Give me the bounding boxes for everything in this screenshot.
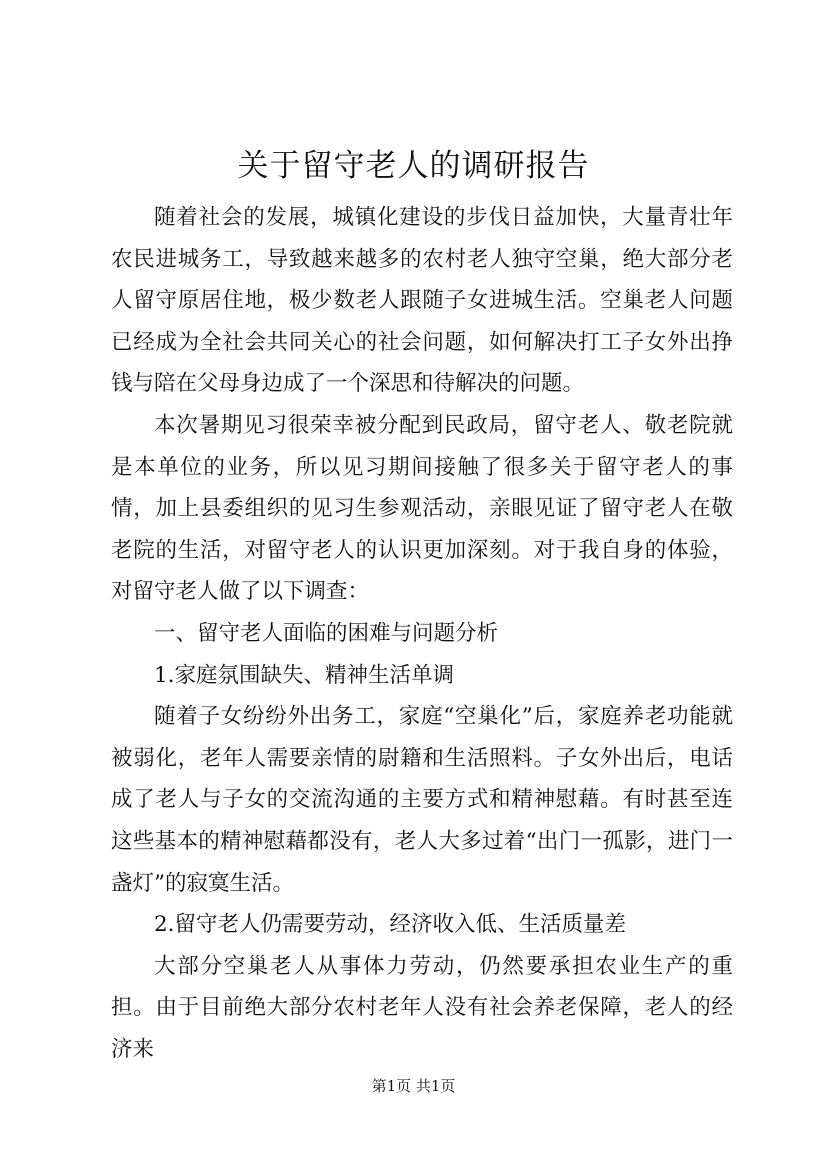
- subsection-heading-1: 1.家庭氛围缺失、精神生活单调: [154, 662, 455, 688]
- paragraph-family: 随着子女纷纷外出务工，家庭“空巢化”后，家庭养老功能就被弱化，老年人需要亲情的尉籍和生活照料。子女外出后，电话成了老人与子女的交流沟通的主要方式和精神慰藉。有时甚至连这些基本的精神慰藉都没有，老人大多过着“出门一孤影，进门一盏灯”的寂寞生活。: [111, 704, 733, 896]
- section-heading-1: 一、留守老人面临的困难与问题分析: [154, 620, 499, 646]
- subsection-heading-2: 2.留守老人仍需要劳动，经济收入低、生活质量差: [154, 912, 627, 938]
- paragraph-intro: 随着社会的发展，城镇化建设的步伐日益加快，大量青壮年农民进城务工，导致越来越多的农村老人独守空巢，绝大部分老人留守原居住地，极少数老人跟随子女进城生活。空巢老人问题已经成为全社会共同关心的社会问题，如何解决打工子女外出挣钱与陪在父母身边成了一个深思和待解决的问题。: [111, 205, 733, 397]
- paragraph-labor: 大部分空巢老人从事体力劳动，仍然要承担农业生产的重担。由于目前绝大部分农村老年人没有社会养老保障，老人的经济来: [111, 953, 733, 1062]
- document-body: [111, 197, 733, 1070]
- document-title: 关于留守老人的调研报告: [237, 148, 590, 184]
- page-footer: 第1页 共1页: [371, 1077, 456, 1095]
- paragraph-internship: 本次暑期见习很荣幸被分配到民政局，留守老人、敬老院就是本单位的业务，所以见习期间接触了很多关于留守老人的事情，加上县委组织的见习生参观活动，亲眼见证了留守老人在敬老院的生活，对留守老人的认识更加深刻。对于我自身的体验，对留守老人做了以下调查：: [111, 412, 733, 605]
